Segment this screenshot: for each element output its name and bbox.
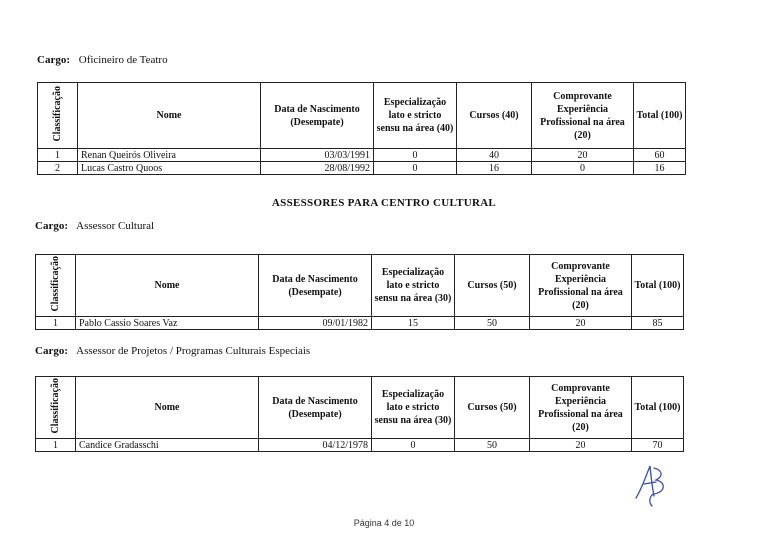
header-nome: Nome: [78, 83, 261, 149]
header-comprovante: Comprovante Experiência Profissional na área (20): [530, 255, 632, 317]
header-cursos: Cursos (50): [455, 377, 530, 439]
header-cursos: Cursos (40): [457, 83, 532, 149]
header-cursos: Cursos (50): [455, 255, 530, 317]
table-header-row: [36, 255, 684, 317]
section-title: ASSESSORES PARA CENTRO CULTURAL: [271, 197, 497, 209]
header-comprovante: Comprovante Experiência Profissional na área (20): [532, 83, 634, 149]
cell-classificacao: 1: [36, 439, 76, 452]
cargo-line-3: [35, 345, 310, 357]
cell-total: 85: [632, 317, 684, 330]
cell-cursos: 40: [457, 149, 532, 162]
results-table-2: [35, 254, 684, 330]
cell-cursos: 50: [455, 439, 530, 452]
cell-nome: Lucas Castro Quoos: [78, 162, 261, 175]
cargo-line-2: [35, 220, 154, 232]
cell-comprovante: 20: [530, 317, 632, 330]
cell-classificacao: 1: [38, 149, 78, 162]
table-row: [36, 439, 684, 452]
cell-comprovante: 0: [532, 162, 634, 175]
cell-especializacao: 0: [374, 149, 457, 162]
header-comprovante: Comprovante Experiência Profissional na área (20): [530, 377, 632, 439]
handwritten-signature: [632, 462, 672, 508]
table-header-row: [38, 83, 686, 149]
cell-nome: Renan Queirós Oliveira: [78, 149, 261, 162]
cell-comprovante: 20: [530, 439, 632, 452]
header-classificacao: Classificação: [36, 255, 76, 317]
header-especializacao: Especialização lato e stricto sensu na área (40): [374, 83, 457, 149]
table-row: [36, 317, 684, 330]
results-table-1: [37, 82, 686, 175]
cell-data: 04/12/1978: [259, 439, 372, 452]
cell-classificacao: 2: [38, 162, 78, 175]
cell-especializacao: 15: [372, 317, 455, 330]
cell-nome: Candice Gradasschi: [76, 439, 259, 452]
table-row: [38, 162, 686, 175]
cell-total: 16: [634, 162, 686, 175]
table-header-row: [36, 377, 684, 439]
cell-data: 09/01/1982: [259, 317, 372, 330]
cell-cursos: 50: [455, 317, 530, 330]
cell-classificacao: 1: [36, 317, 76, 330]
header-total: Total (100): [632, 377, 684, 439]
header-data-nascimento: Data de Nascimento (Desempate): [259, 377, 372, 439]
header-data-nascimento: Data de Nascimento (Desempate): [259, 255, 372, 317]
cargo-label: Cargo:: [35, 345, 68, 357]
cell-total: 60: [634, 149, 686, 162]
cargo-value: Assessor Cultural: [76, 220, 155, 232]
cell-especializacao: 0: [372, 439, 455, 452]
header-nome: Nome: [76, 377, 259, 439]
cell-data: 28/08/1992: [261, 162, 374, 175]
cell-nome: Pablo Cassio Soares Vaz: [76, 317, 259, 330]
header-classificacao: Classificação: [38, 83, 78, 149]
cargo-value: Oficineiro de Teatro: [78, 54, 168, 66]
results-table-3: [35, 376, 684, 452]
cargo-label: Cargo:: [37, 54, 70, 66]
cargo-line-1: [37, 54, 168, 66]
cell-cursos: 16: [457, 162, 532, 175]
header-data-nascimento: Data de Nascimento (Desempate): [261, 83, 374, 149]
header-classificacao: Classificação: [36, 377, 76, 439]
cargo-label: Cargo:: [35, 220, 68, 232]
header-especializacao: Especialização lato e stricto sensu na área (30): [372, 255, 455, 317]
header-especializacao: Especialização lato e stricto sensu na área (30): [372, 377, 455, 439]
page-number: Página 4 de 10: [353, 518, 415, 528]
cell-comprovante: 20: [532, 149, 634, 162]
cell-total: 70: [632, 439, 684, 452]
header-nome: Nome: [76, 255, 259, 317]
cell-especializacao: 0: [374, 162, 457, 175]
cell-data: 03/03/1991: [261, 149, 374, 162]
header-total: Total (100): [632, 255, 684, 317]
header-total: Total (100): [634, 83, 686, 149]
table-row: [38, 149, 686, 162]
cargo-value: Assessor de Projetos / Programas Culturais Especiais: [76, 345, 311, 357]
